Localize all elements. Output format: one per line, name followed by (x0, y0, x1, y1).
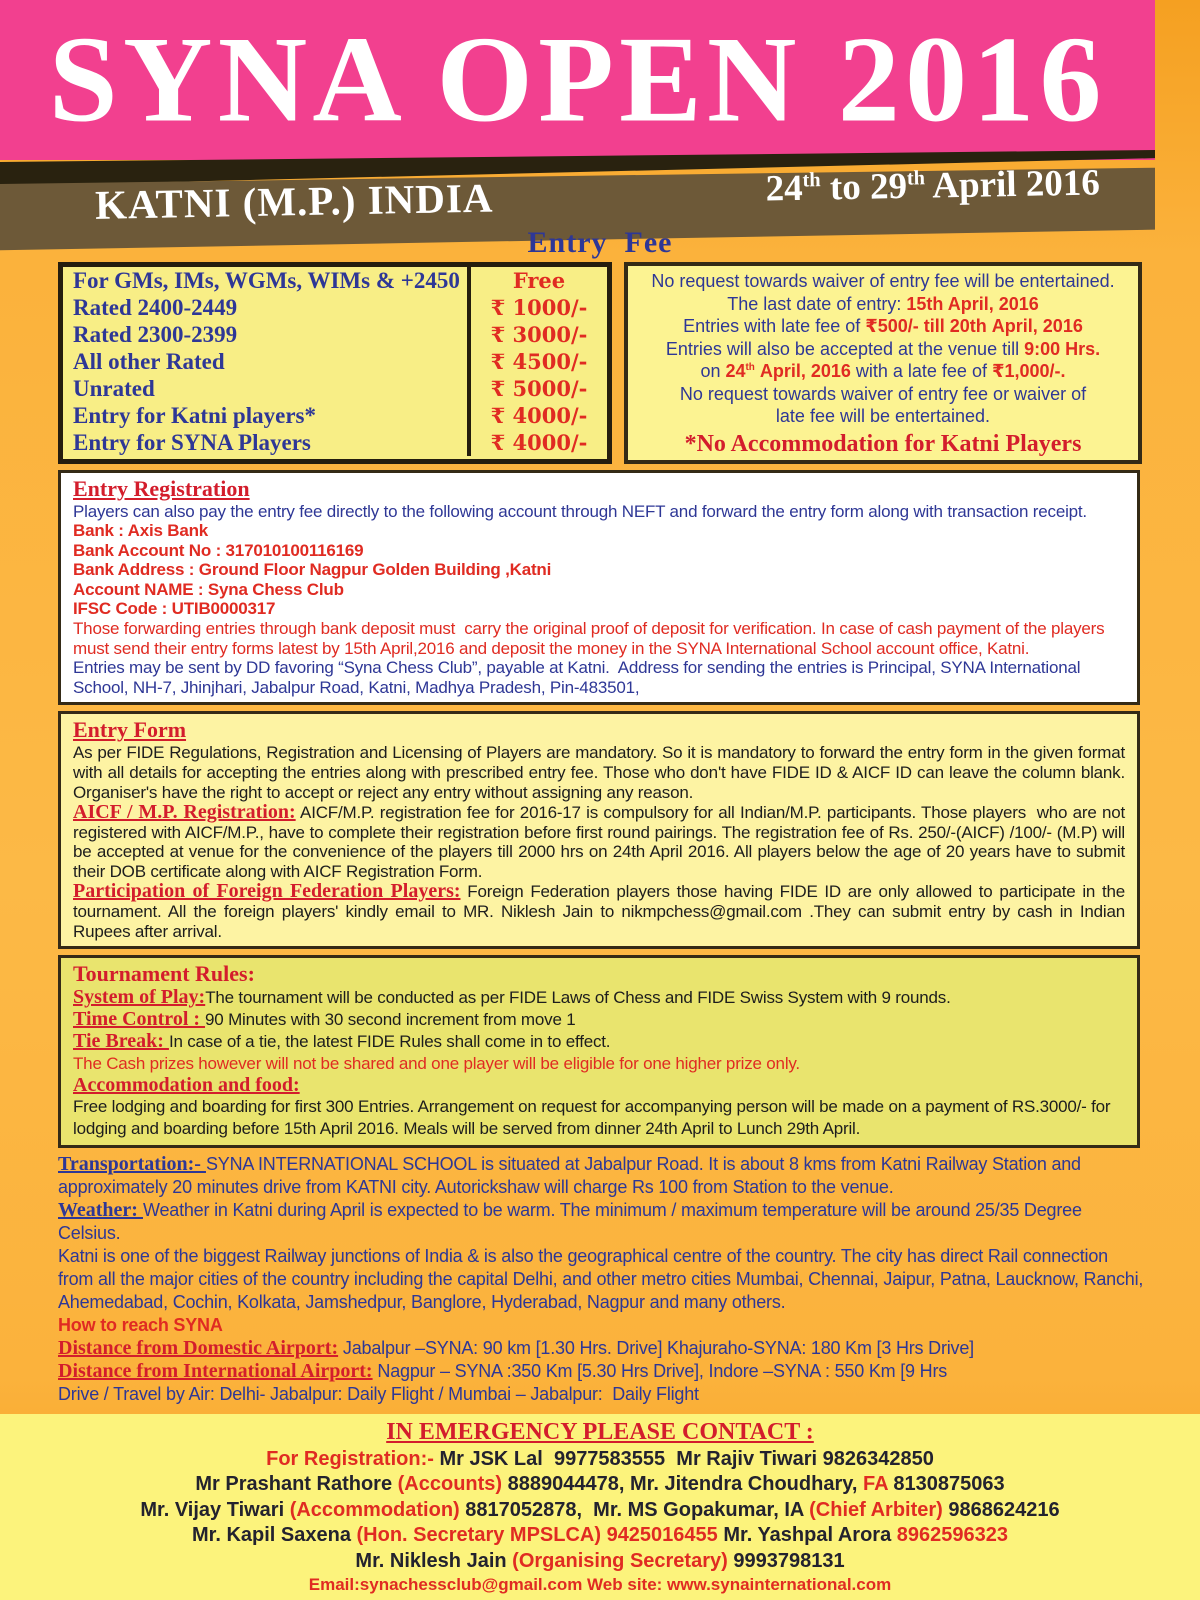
fee-amount: ₹ 1000/- (467, 294, 607, 321)
notice-line: on 24th April, 2016 with a late fee of ₹1,000/-. (700, 361, 1066, 381)
accommodation-heading: Accommodation and food: (73, 1073, 300, 1096)
title-banner (0, 0, 1155, 160)
katni-city-paragraph: Katni is one of the biggest Railway junctions of India & is also the geographical centre of the country. The city has direct Rail connection from all the major cities of the country including the capital Delhi, and other metro cities Mumbai, Chennai, Jaipur, Patna, Laucknow, Ranchi, Ahemedabad, Cochin, Kolkata, Jamshedpur, Banglore, Hyderabad, Nagpur and many others. (58, 1245, 1144, 1312)
travel-info-section (58, 1153, 1145, 1406)
tournament-rules-box (58, 955, 1140, 1148)
dd-entries-note: Entries may be sent by DD favoring “Syna Chess Club”, payable at Katni. Address for sending the entries is Principal, SYNA International School, NH-7, Jhinjhari, Jabalpur Road, Katni, Madhya Pradesh, Pin-483501, (73, 658, 1081, 697)
fee-table-row (63, 402, 607, 429)
entry-registration-box (58, 470, 1140, 706)
system-of-play-line: System of Play:The tournament will be conducted as per FIDE Laws of Chess and FIDE Swiss System with 9 rounds. (73, 986, 951, 1009)
katni-players-footnote: *No Accommodation for Katni Players (684, 430, 1082, 457)
fee-table-row (63, 321, 607, 348)
entry-registration-heading: Entry Registration (73, 475, 250, 501)
entry-form-heading: Entry Form (73, 717, 187, 743)
fee-category: For GMs, IMs, WGMs, WIMs & +2450 (73, 268, 460, 293)
entry-fee-section (58, 262, 1200, 464)
tie-break-line: Tie Break: In case of a tie, the latest FIDE Rules shall come in to effect. (73, 1030, 611, 1052)
emergency-contact-box (0, 1414, 1200, 1600)
international-airport-line: Distance from International Airport: Nagpur – SYNA :350 Km [5.30 Hrs Drive], Indore –SYNA : 550 Km [9 Hrs (58, 1359, 948, 1382)
fee-category: Entry for Katni players* (73, 403, 316, 428)
how-to-reach-heading: How to reach SYNA (58, 1314, 223, 1335)
notice-line: Entries with late fee of ₹500/- till 20th April, 2016 (683, 316, 1083, 336)
fee-table-row (63, 348, 607, 375)
fee-table-row (63, 429, 607, 456)
entry-form-box (58, 711, 1140, 949)
aicf-registration-paragraph: AICF / M.P. Registration: AICF/M.P. registration fee for 2016-17 is compulsory for all Indian/M.P. participants. Those players who are not registered with AICF/M.P., have to complete their registration before first round pairings. The registration fee of Rs. 250/-(AICF) /100/- (M.P) will be accepted at venue for the convenience of the players till 2000 hrs on 24th April 2016. All players below the age of 20 years have to submit their DOB certificate along with AICF Registration Form. (73, 800, 1126, 882)
fee-amount: ₹ 4000/- (467, 402, 607, 429)
accommodation-paragraph: Free lodging and boarding for first 300 Entries. Arrangement on request for accompanying person will be made on a payment of RS.3000/- for lodging and boarding before 15th April 2016. Meals will be served from dinner 24th April to Lunch 29th April. (73, 1097, 1111, 1139)
contact-line: Mr. Vijay Tiwari (Accommodation) 8817052878, Mr. MS Gopakumar, IA (Chief Arbiter) 9868624216 (140, 1498, 1060, 1521)
email-website-line: Email:synachessclub@gmail.com Web site: www.synainternational.com (308, 1575, 892, 1595)
tournament-rules-heading: Tournament Rules: (73, 961, 255, 987)
bank-account-name: Account NAME : Syna Chess Club (73, 579, 344, 599)
transportation-paragraph: Transportation:- SYNA INTERNATIONAL SCHOOL is situated at Jabalpur Road. It is about 8 kms from Katni Railway Station and approximately 20 minutes drive from KATNI city. Autorickshaw will charge Rs 100 from Station to the venue. (58, 1152, 1081, 1197)
fee-category: Unrated (73, 376, 155, 401)
entry-fee-table (58, 262, 612, 464)
foreign-players-paragraph: Participation of Foreign Federation Players: Foreign Federation players those having FIDE ID are only allowed to participate in the tournament. All the foreign players' kindly email to MR. Niklesh Jain to nikmpchess@gmail.com .They can submit entry by cash in Indian Rupees after arrival. (73, 880, 1125, 941)
event-location: KATNI (M.P.) INDIA (94, 174, 494, 228)
fee-category: Rated 2400-2449 (73, 295, 238, 320)
fee-table-row (63, 294, 607, 321)
fide-regulations-paragraph: As per FIDE Regulations, Registration and Licensing of Players are mandatory. So it is mandatory to forward the entry form in the given format with all details for accepting the entries along with prescribed entry fee. Those who don't have FIDE ID & AICF ID can leave the column blank. Organiser's have the right to accept or reject any entry without assigning any reason. (73, 743, 1125, 803)
cash-prizes-line: The Cash prizes however will not be shared and one player will be eligible for one higher prize only. (73, 1053, 800, 1073)
fee-amount: Free (467, 267, 607, 294)
notice-line: Entries will also be accepted at the venue till 9:00 Hrs. (665, 338, 1101, 359)
entry-deadline-box (624, 262, 1142, 464)
contact-line: Mr Prashant Rathore (Accounts) 8889044478, Mr. Jitendra Choudhary, FA 8130875063 (195, 1473, 1005, 1496)
time-control-line: Time Control : 90 Minutes with 30 second increment from move 1 (73, 1008, 576, 1031)
notice-line: late fee will be entertained. (775, 406, 991, 426)
fee-table-row (63, 267, 607, 294)
fee-amount: ₹ 4000/- (467, 429, 607, 456)
fee-table-row (63, 375, 607, 402)
fee-category: Entry for SYNA Players (73, 430, 311, 455)
contact-line: For Registration:- Mr JSK Lal 9977583555 Mr Rajiv Tiwari 9826342850 (266, 1447, 934, 1470)
bank-ifsc-code: IFSC Code : UTIB0000317 (73, 599, 276, 619)
fee-category: All other Rated (73, 349, 225, 374)
fee-amount: ₹ 5000/- (467, 375, 607, 402)
bank-deposit-note: Those forwarding entries through bank deposit must carry the original proof of deposit for verification. In case of cash payment of the players must send their entry forms latest by 15th April,2016 and deposit the money in the SYNA International School account office, Katni. (73, 619, 1105, 658)
notice-line: The last date of entry: 15th April, 2016 (727, 293, 1039, 314)
contact-line: Mr. Niklesh Jain (Organising Secretary) 9993798131 (355, 1549, 845, 1572)
registration-intro: Players can also pay the entry fee directly to the following account through NEFT and forward the entry form along with transaction receipt. (73, 501, 1087, 521)
domestic-airport-line: Distance from Domestic Airport: Jabalpur –SYNA: 90 km [1.30 Hrs. Drive] Khajuraho-SYNA: 180 Km [3 Hrs Drive] (58, 1336, 974, 1359)
fee-amount: ₹ 3000/- (467, 321, 607, 348)
emergency-heading: IN EMERGENCY PLEASE CONTACT : (386, 1418, 814, 1445)
fee-category: Rated 2300-2399 (73, 322, 238, 347)
event-dates: 24th to 29th April 2016 (765, 161, 1101, 210)
fee-amount: ₹ 4500/- (467, 348, 607, 375)
entry-fee-heading: Entry Fee (527, 226, 673, 259)
bank-account-number: Bank Account No : 317010100116169 (73, 540, 364, 560)
event-title: SYNA OPEN 2016 (48, 11, 1107, 148)
bank-name: Bank : Axis Bank (73, 521, 209, 541)
air-travel-line: Drive / Travel by Air: Delhi- Jabalpur: Daily Flight / Mumbai – Jabalpur: Daily Flight (58, 1383, 699, 1404)
notice-line: No request towards waiver of entry fee or waiver of (679, 383, 1087, 404)
notice-line: No request towards waiver of entry fee will be entertained. (651, 271, 1115, 291)
contact-line: Mr. Kapil Saxena (Hon. Secretary MPSLCA) 9425016455 Mr. Yashpal Arora 8962596323 (192, 1524, 1008, 1547)
weather-paragraph: Weather: Weather in Katni during April is expected to be warm. The minimum / maximum temperature will be around 25/35 Degree Celsius. (58, 1198, 1082, 1243)
bank-address: Bank Address : Ground Floor Nagpur Golden Building ,Katni (73, 560, 552, 580)
